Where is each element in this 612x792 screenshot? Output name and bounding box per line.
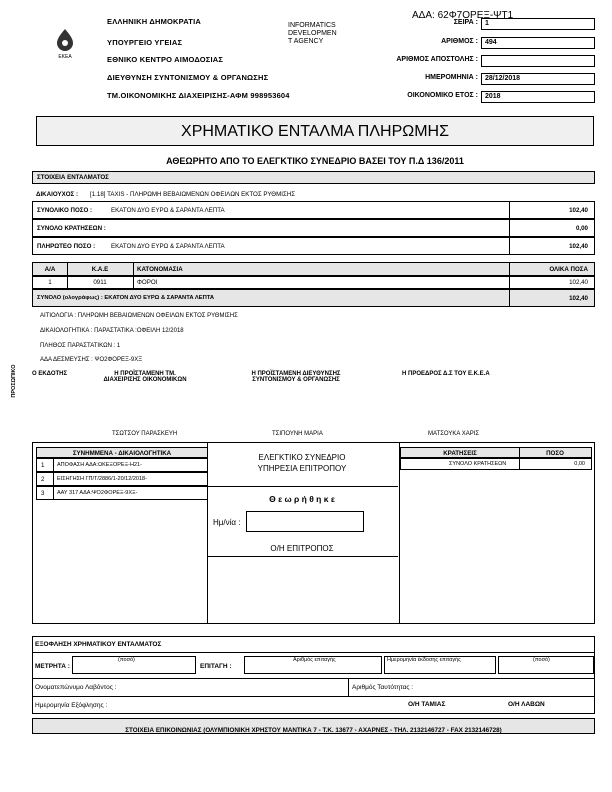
row-aa: 1 — [48, 279, 52, 286]
count-text: ΠΛΗΘΟΣ ΠΑΡΑΣΤΑΤΙΚΩΝ : 1 — [40, 343, 121, 349]
ada-code: ΑΔΑ: 62Φ7ΟΡΕΞ-ΨΤ1 — [412, 10, 514, 21]
role-issuer: Ο ΕΚΔΟΤΗΣ — [32, 371, 68, 377]
deductions-amount: 0,00 — [575, 225, 588, 232]
deductions-label: ΣΥΝΟΛΟ ΚΡΑΤΗΣΕΩΝ : — [37, 225, 106, 232]
year-field: 2018 — [481, 91, 595, 103]
list-item — [36, 472, 208, 486]
pay-date-label: Ημερομηνία Εξόφλησης : — [35, 702, 108, 709]
audit-date-label: Ημ/νία : — [213, 518, 241, 527]
cash-amount-hint: (ποσό) — [118, 657, 135, 663]
agency-line-2: DEVELOPMEN — [288, 30, 337, 37]
audit-office: Ο/Η ΕΠΙΤΡΟΠΟΣ — [270, 544, 334, 553]
role-dept-head: Η ΠΡΟΪΣΤΑΜΕΝΗ ΤΜ. ΔΙΑΧΕΙΡΙΣΗΣ ΟΙΚΟΝΟΜΙΚΩΝ — [103, 371, 187, 383]
logo-text: ΕΚΕΑ — [58, 54, 72, 60]
arithmos-label: ΑΡΙΘΜΟΣ : — [441, 38, 478, 45]
commitment-text: ΑΔΑ ΔΕΣΜΕΥΣΗΣ : ΨΟ2ΦΟΡΕΞ-9ΧΞ — [40, 357, 143, 363]
row-amount: 102,40 — [569, 279, 588, 286]
contact-footer — [32, 718, 595, 734]
details-heading-row — [32, 171, 595, 184]
total-words: ΕΚΑΤΟΝ ΔΥΟ ΕΥΡΩ & ΣΑΡΑΝΤΑ ΛΕΠΤΑ — [111, 207, 225, 214]
payable-label: ΠΛΗΡΩΤΕΟ ΠΟΣΟ : — [37, 243, 96, 250]
audit-approved: Θ ε ω ρ ή θ η κ ε — [269, 494, 335, 504]
attachments-list — [36, 458, 208, 506]
header-department: ΤΜ.ΟΙΚΟΝΟΜΙΚΗΣ ΔΙΑΧΕΙΡΙΣΗΣ-ΑΦΜ 998953604 — [107, 91, 290, 100]
receiver-label: Ονοματεπώνυμο Λαβόντος : — [35, 684, 117, 691]
attachment-text: ΑΑΥ 317 ΑΔΑ:ΨΟ2ΦΟΡΕΞ-9ΧΞ- — [57, 490, 138, 496]
attachment-text: ΑΠΟΦΑΣΗ ΑΔΑ:ΩΚΕΞΟΡΕΞ-Η21- — [57, 462, 142, 468]
audit-line-1: ΕΛΕΓΚΤΙΚΟ ΣΥΝΕΔΡΙΟ — [258, 453, 346, 462]
received-label: Ο/Η ΛΑΒΩΝ — [508, 701, 545, 708]
attachments-heading-row — [36, 447, 208, 458]
row-name: ΦΟΡΟΙ — [137, 279, 158, 286]
beneficiary-label: ΔΙΚΑΙΟΥΧΟΣ : — [36, 191, 79, 198]
deductions-col-name: ΚΡΑΤΗΣΕΙΣ — [443, 450, 477, 457]
apostolis-label: ΑΡΙΘΜΟΣ ΑΠΟΣΤΟΛΗΣ : — [396, 56, 478, 63]
cheque-number-hint: Αριθμός επιταγής — [293, 657, 336, 663]
name-2: ΤΣΙΠΟΥΝΗ ΜΑΡΙΑ — [272, 431, 323, 437]
vertical-label: ΠΡΟΣΩΠΙΚΟ — [11, 364, 17, 398]
attachment-number: 3 — [41, 490, 45, 497]
table-row — [32, 276, 595, 289]
attachment-number: 2 — [41, 476, 45, 483]
row-kae: 0911 — [93, 279, 107, 286]
document-subtitle: ΑΘΕΩΡΗΤΟ ΑΠΟ ΤΟ ΕΛΕΓΚΤΙΚΟ ΣΥΝΕΔΡΙΟ ΒΑΣΕΙ ΤΟΥ Π.Δ 136/2011 — [166, 156, 464, 166]
col-kae: Κ.Α.Ε — [91, 266, 109, 273]
items-header-row — [32, 262, 595, 276]
items-total-row — [32, 289, 595, 307]
col-aa: Α/Α — [44, 266, 56, 273]
items-total-amount: 102,40 — [569, 295, 588, 302]
cheque-amount-hint: (ποσό) — [533, 657, 550, 663]
role-president: Η ΠΡΟΕΔΡΟΣ Δ.Σ ΤΟΥ Ε.Κ.Ε.Α — [402, 371, 490, 377]
items-total-label: ΣΥΝΟΛΟ (ολογράφως) : ΕΚΑΤΟΝ ΔΥΟ ΕΥΡΩ & ΣΑΡΑΝΤΑ ΛΕΠΤΑ — [37, 295, 215, 301]
document-title — [36, 116, 594, 146]
attachment-number: 1 — [41, 462, 45, 469]
header-ministry: ΥΠΟΥΡΓΕΙΟ ΥΓΕΙΑΣ — [107, 38, 183, 47]
agency-line-3: T AGENCY — [288, 38, 324, 45]
cash-amount-field[interactable] — [72, 656, 196, 674]
attachment-text: ΕΙΣΗΓΗΣΗ ΓΠ/Τ/2886/1-20/12/2018- — [57, 476, 147, 482]
organization-logo-icon — [52, 26, 78, 56]
contact-text: ΣΤΟΙΧΕΙΑ ΕΠΙΚΟΙΝΩΝΙΑΣ (ΟΛΥΜΠΙΟΝΙΚΗ ΧΡΗΣΤΟΥ ΜΑΝΤΙΚΑ 7 - Τ.Κ. 13677 - ΑΧΑΡΝΕΣ - ΤΗΛ. 2132146727 - FAX 2132146728) — [125, 727, 502, 734]
beneficiary-value: [1.18] TAXIS - ΠΛΗΡΩΜΗ ΒΕΒΑΙΩΜΕΝΩΝ ΟΦΕΙΛΩΝ ΕΚΤΟΣ ΡΥΘΜΙΣΗΣ — [90, 191, 296, 198]
audit-date-field[interactable] — [246, 511, 364, 532]
cashier-label: Ο/Η ΤΑΜΙΑΣ — [408, 701, 446, 708]
total-amount: 102,40 — [569, 207, 588, 214]
deductions-col-amount: ΠΟΣΟ — [546, 450, 564, 457]
deductions-header-row — [400, 447, 592, 458]
deductions-row-amount: 0,00 — [574, 461, 585, 467]
seira-field: 1 — [481, 18, 595, 30]
payable-words: ΕΚΑΤΟΝ ΔΥΟ ΕΥΡΩ & ΣΑΡΑΝΤΑ ΛΕΠΤΑ — [111, 243, 225, 250]
list-item — [36, 458, 208, 472]
deductions-row-name: ΣΥΝΟΛΟ ΚΡΑΤΗΣΕΩΝ — [449, 461, 507, 467]
cash-label: ΜΕΤΡΗΤΑ : — [35, 663, 70, 670]
details-heading: ΣΤΟΙΧΕΙΑ ΕΝΤΑΛΜΑΤΟΣ — [37, 174, 109, 181]
total-label: ΣΥΝΟΛΙΚΟ ΠΟΣΟ : — [37, 207, 93, 214]
docs-text: ΔΙΚΑΙΟΛΟΓΗΤΙΚΑ : ΠΑΡΑΣΤΑΤΙΚΑ :ΟΦΕΙΛΗ 12/2018 — [40, 328, 184, 334]
seira-label: ΣΕΙΡΑ : — [453, 19, 478, 26]
header-directorate: ΔΙΕΥΘΥΝΣΗ ΣΥΝΤΟΝΙΣΜΟΥ & ΟΡΓΑΝΩΣΗΣ — [107, 73, 269, 82]
apostolis-field — [481, 55, 595, 67]
arithmos-field: 494 — [481, 37, 595, 49]
year-label: ΟΙΚΟΝΟΜΙΚΟ ΕΤΟΣ : — [407, 92, 478, 99]
payable-row — [32, 237, 595, 255]
deductions-table-row — [400, 458, 592, 470]
agency-line-1: INFORMATICS — [288, 22, 336, 29]
header-center: ΕΘΝΙΚΟ ΚΕΝΤΡΟ ΑΙΜΟΔΟΣΙΑΣ — [107, 55, 224, 64]
header-republic: ΕΛΛΗΝΙΚΗ ΔΗΜΟΚΡΑΤΙΑ — [107, 17, 201, 26]
total-row — [32, 201, 595, 219]
col-name: ΚΑΤΟΝΟΜΑΣΙΑ — [137, 266, 183, 273]
name-3: ΜΑΤΣΟΥΚΑ ΧΑΡΙΣ — [428, 431, 480, 437]
beneficiary-row — [32, 188, 595, 201]
id-number-label: Αριθμός Ταυτότητας : — [352, 684, 414, 691]
date-field: 28/12/2018 — [481, 73, 595, 85]
repayment-heading: ΕΞΟΦΛΗΣΗ ΧΡΗΜΑΤΙΚΟΥ ΕΝΤΑΛΜΑΤΟΣ — [35, 641, 162, 648]
reason-text: ΑΙΤΙΟΛΟΓΙΑ : ΠΛΗΡΩΜΗ ΒΕΒΑΙΩΜΕΝΩΝ ΟΦΕΙΛΩΝ ΕΚΤΟΣ ΡΥΘΜΙΣΗΣ — [40, 313, 238, 319]
cheque-label: ΕΠΙΤΑΓΗ : — [200, 663, 232, 670]
col-amount: ΟΛΙΚΑ ΠΟΣΑ — [549, 266, 588, 273]
cheque-date-field[interactable] — [384, 656, 496, 674]
name-1: ΤΣΩΤΣΟΥ ΠΑΡΑΣΚΕΥΗ — [112, 431, 178, 437]
payable-amount: 102,40 — [569, 243, 588, 250]
cheque-number-field[interactable] — [244, 656, 382, 674]
date-label: ΗΜΕΡΟΜΗΝΙΑ : — [425, 74, 478, 81]
title-text: ΧΡΗΜΑΤΙΚΟ ΕΝΤΑΛΜΑ ΠΛΗΡΩΜΗΣ — [181, 123, 449, 140]
cheque-date-hint: Ημερομηνία έκδοσης επιταγής — [387, 657, 461, 663]
audit-line-2: ΥΠΗΡΕΣΙΑ ΕΠΙΤΡΟΠΟΥ — [257, 464, 347, 473]
list-item — [36, 486, 208, 500]
attachments-heading: ΣΥΝΗΜΜΕΝΑ - ΔΙΚΑΙΟΛΟΓΗΤΙΚΑ — [72, 450, 172, 457]
deductions-row — [32, 219, 595, 237]
cheque-amount-field[interactable] — [498, 656, 594, 674]
role-director: Η ΠΡΟΪΣΤΑΜΕΝΗ ΔΙΕΥΘΥΝΣΗΣ ΣΥΝΤΟΝΙΣΜΟΥ & ΟΡΓΑΝΩΣΗΣ — [251, 371, 341, 383]
